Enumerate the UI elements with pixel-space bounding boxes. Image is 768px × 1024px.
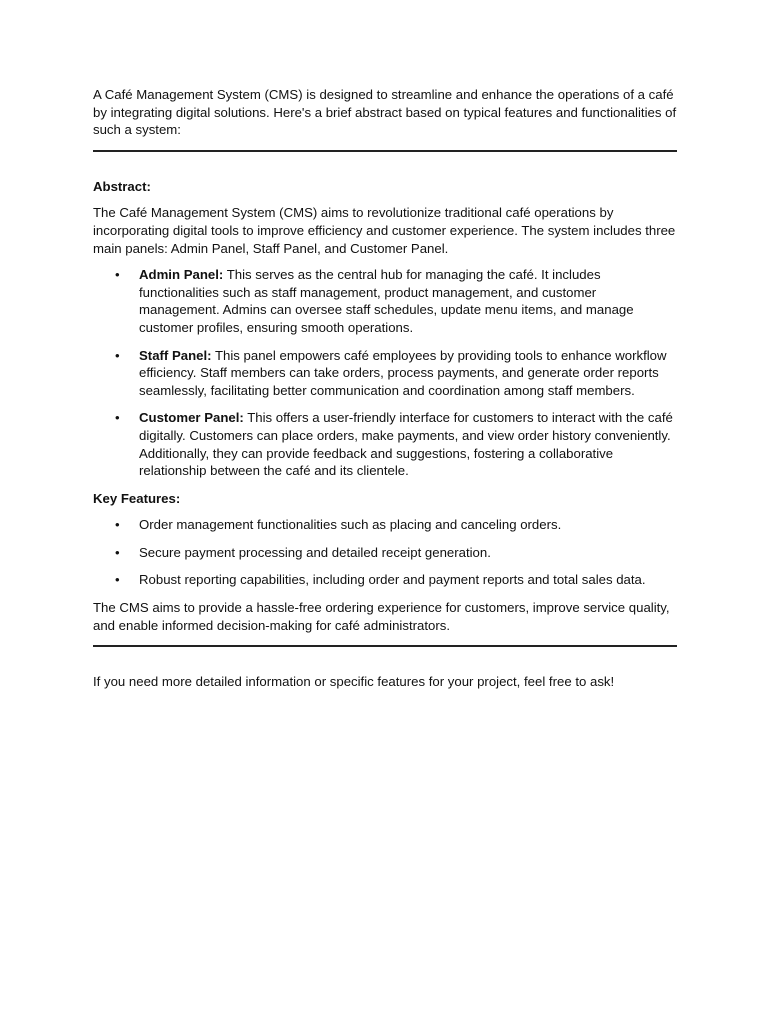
key-features-list bbox=[93, 516, 677, 589]
bullet-icon: • bbox=[115, 517, 120, 533]
bullet-icon: • bbox=[115, 347, 120, 363]
key-features-heading: Key Features: bbox=[93, 490, 181, 506]
closing-paragraph: If you need more detailed information or specific features for your project, feel free to ask! bbox=[93, 674, 615, 690]
intro-paragraph: A Café Management System (CMS) is designed to streamline and enhance the operations of a café by integrating digital solutions. Here's a brief abstract based on typical features and functionalities of such a system: bbox=[93, 87, 677, 138]
abstract-paragraph: The Café Management System (CMS) aims to revolutionize traditional café operations by incorporating digital tools to improve efficiency and customer experience. The system includes three main panels: Admin Panel, Staff Panel, and Customer Panel. bbox=[93, 205, 676, 256]
list-item-staff-panel bbox=[115, 347, 677, 400]
bullet-icon: • bbox=[115, 544, 120, 560]
list-item-customer-panel bbox=[115, 409, 677, 479]
feature-text: Secure payment processing and detailed receipt generation. bbox=[139, 544, 491, 560]
feature-text: Robust reporting capabilities, including order and payment reports and total sales data. bbox=[139, 572, 646, 588]
list-item-feature bbox=[115, 544, 677, 562]
admin-panel-term: Admin Panel: bbox=[139, 267, 224, 283]
list-item-admin-panel bbox=[115, 266, 677, 336]
list-item-feature bbox=[115, 516, 677, 534]
panels-list bbox=[93, 266, 677, 480]
list-item-feature bbox=[115, 571, 677, 589]
document-page bbox=[93, 86, 677, 691]
horizontal-rule-top bbox=[93, 150, 677, 152]
summary-paragraph: The CMS aims to provide a hassle-free ordering experience for customers, improve service quality, and enable informed decision-making for café administrators. bbox=[93, 600, 670, 633]
abstract-heading: Abstract: bbox=[93, 178, 151, 194]
horizontal-rule-bottom bbox=[93, 645, 677, 647]
bullet-icon: • bbox=[115, 572, 120, 588]
admin-panel-text: This serves as the central hub for managing the café. It includes functionalities such as staff management, product management, and customer management. Admins can oversee staff schedules, update menu items, and manage customer profiles, ensuring smooth operations. bbox=[139, 267, 634, 335]
staff-panel-term: Staff Panel: bbox=[139, 347, 212, 363]
customer-panel-text: This offers a user-friendly interface for customers to interact with the café digitally. Customers can place orders, make payments, and view order history conveniently. Additionally, they can provide feedback and suggestions, fostering a collaborative relationship between the café and its clientele. bbox=[139, 410, 673, 479]
bullet-icon: • bbox=[115, 410, 120, 426]
staff-panel-text: This panel empowers café employees by providing tools to enhance workflow efficiency. Staff members can take orders, process payments, and generate order reports seamlessly, facilitating better communication and coordination among staff members. bbox=[139, 347, 667, 398]
feature-text: Order management functionalities such as placing and canceling orders. bbox=[139, 517, 562, 533]
bullet-icon: • bbox=[115, 267, 120, 283]
customer-panel-term: Customer Panel: bbox=[139, 410, 244, 426]
